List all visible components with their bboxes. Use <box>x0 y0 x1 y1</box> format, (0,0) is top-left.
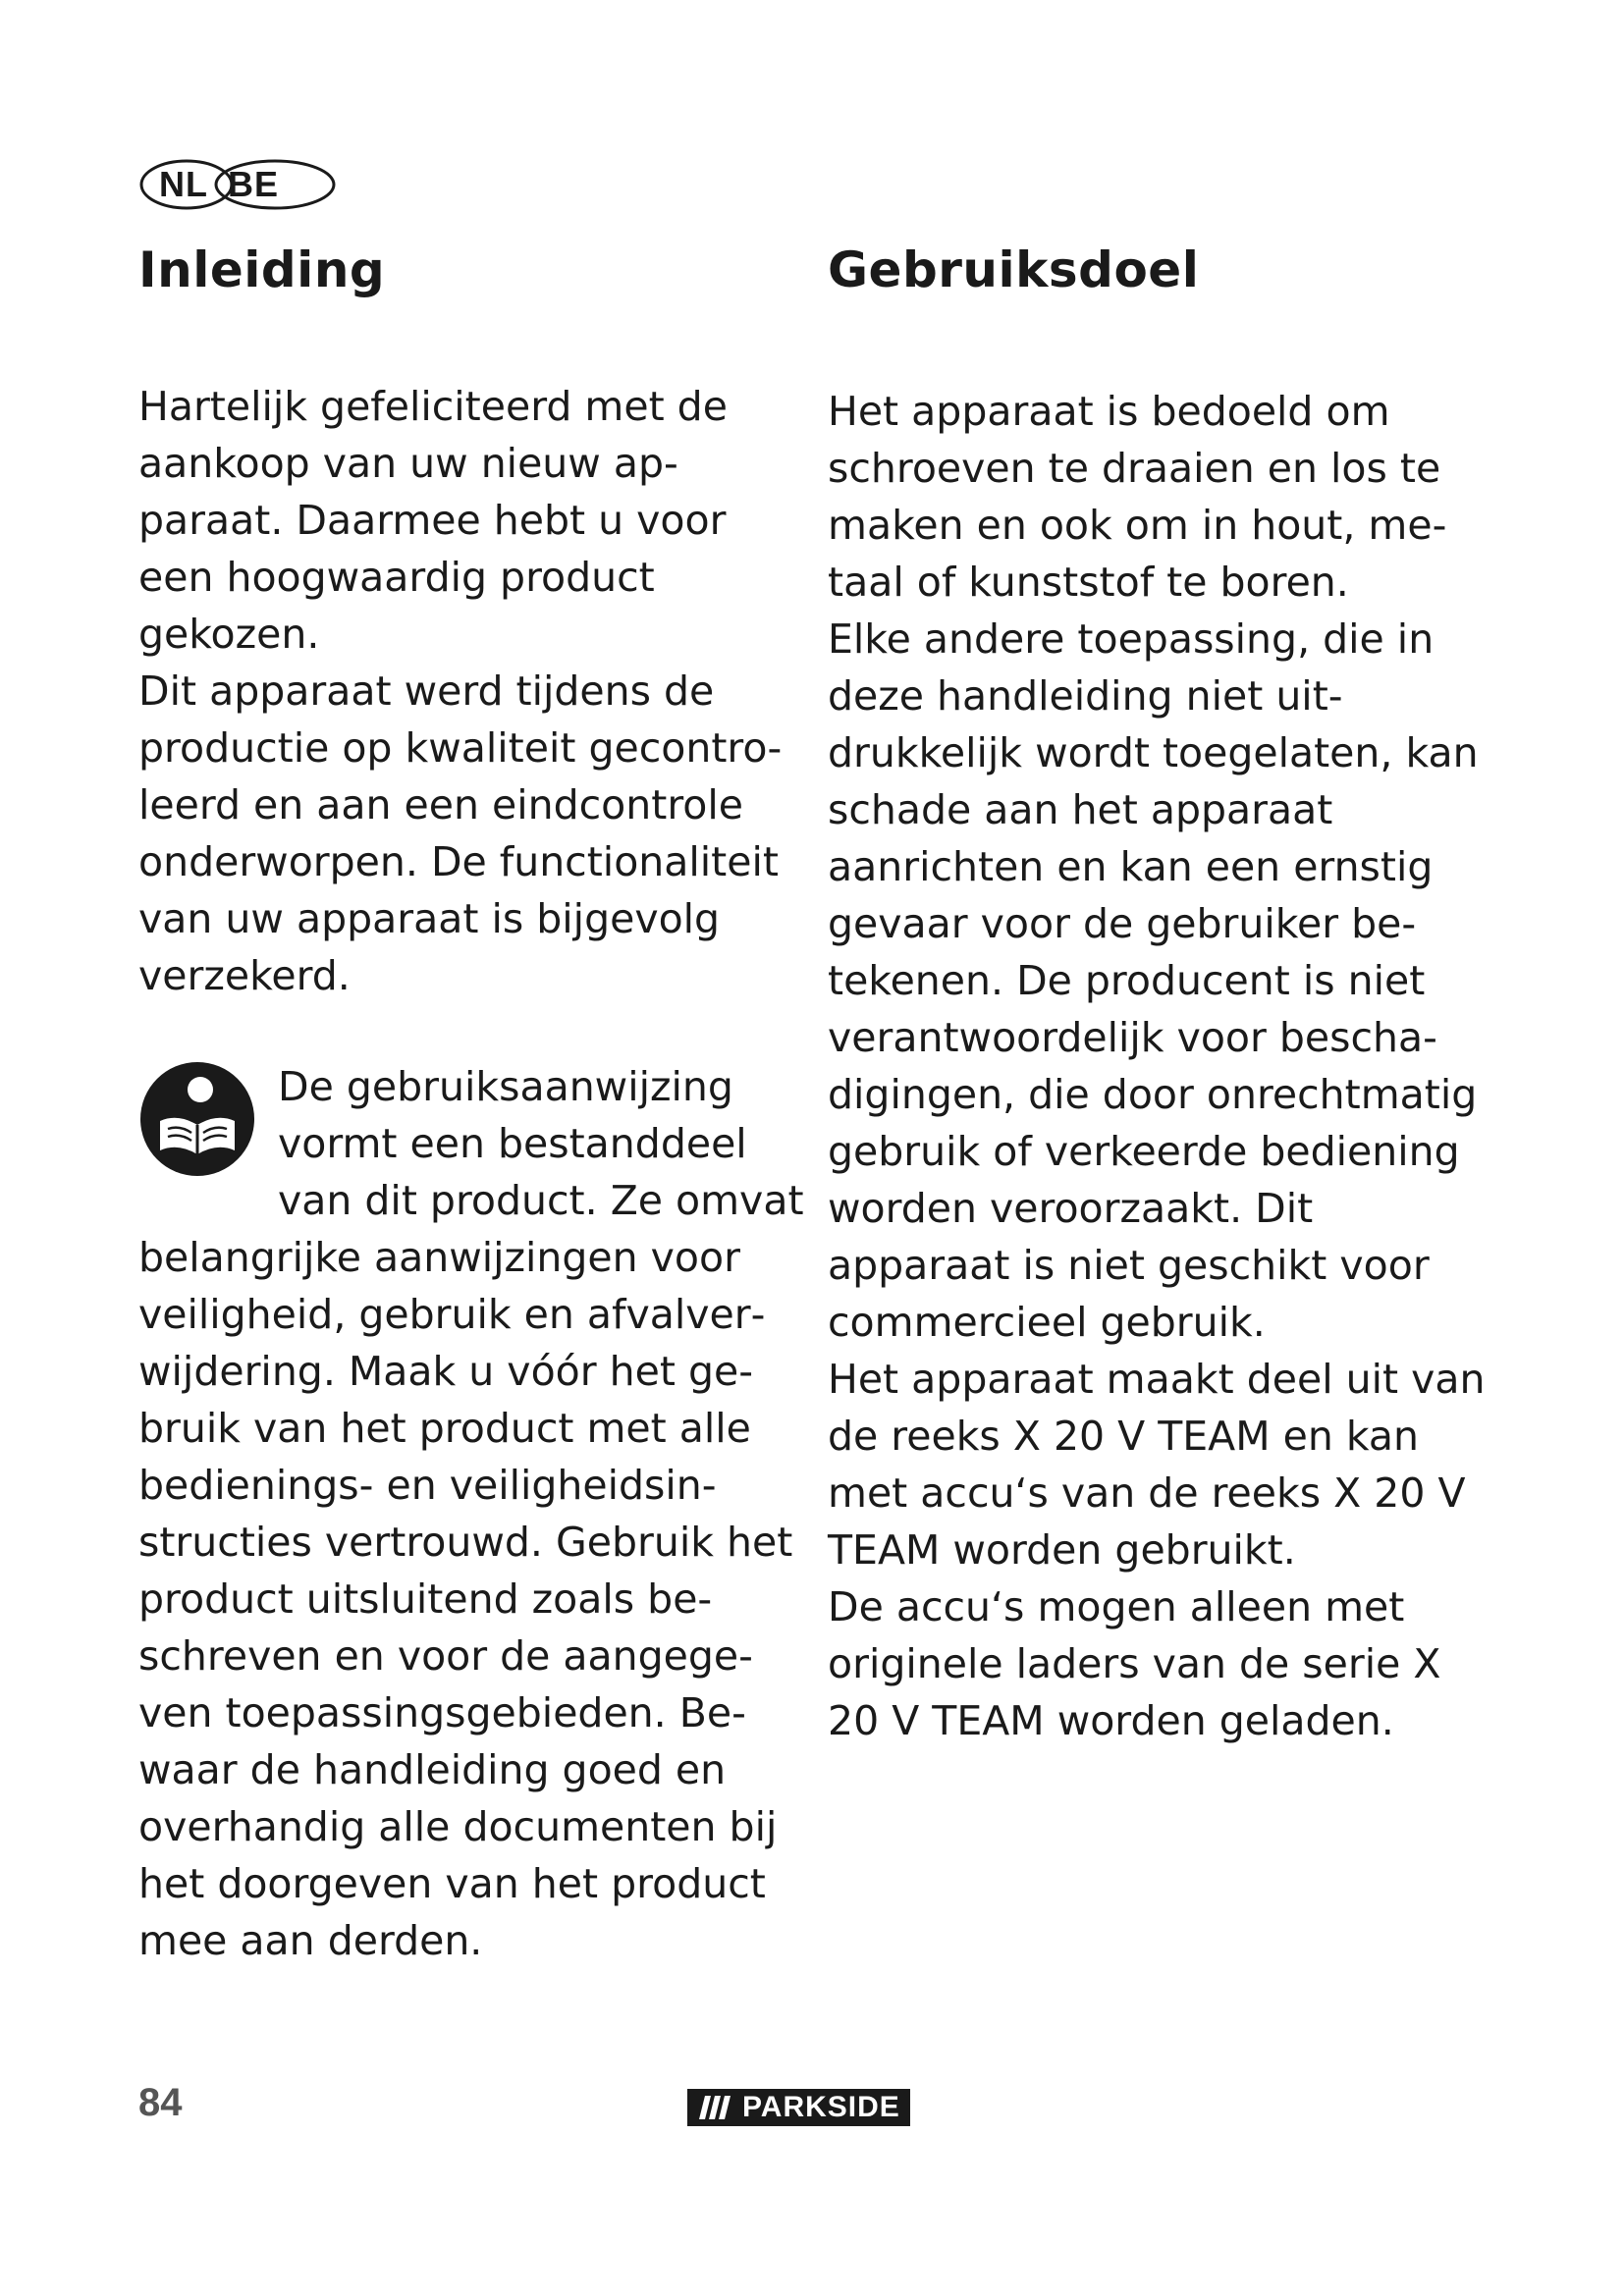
manual-note <box>138 1058 806 1969</box>
parkside-logo <box>687 2089 910 2126</box>
left-column <box>138 236 806 1969</box>
heading-gebruiksdoel: Gebruiksdoel <box>828 241 1200 298</box>
intro-paragraph-2: Dit apparaat werd tijdens de productie op kwaliteit gecontroleerd en aan een eindcontrole onderworpen. De functionaliteit van uw apparaat is bijgevolg verzekerd. <box>138 667 783 999</box>
heading-inleiding: Inleiding <box>138 241 386 298</box>
language-badge <box>137 157 339 212</box>
manual-note-text: De gebruiksaanwijzing vormt een bestanddeel van dit product. Ze omvat belangrijke aanwijzingen voor veiligheid, gebruik en afvalverwijdering. Maak u vóór het gebruik van het product met alle bedienings- en veiligheidsinstructies vertrouwd. Gebruik het product uitsluitend zoals beschreven en voor de aangegeven toepassingsgebieden. Bewaar de handleiding goed en overhandig alle documenten bij het doorgeven van het product mee aan derden. <box>138 1063 804 1964</box>
right-column <box>828 236 1495 1749</box>
page-number: 84 <box>138 2081 183 2124</box>
purpose-paragraph-2: Elke andere toepassing, die in deze handleiding niet uitdrukkelijk wordt toegelaten, kan schade aan het apparaat aanrichten en kan een ernstig gevaar voor de gebruiker betekenen. De producent is niet verantwoordelijk voor beschadigingen, die door onrechtmatig gebruik of verkeerde bediening worden veroorzaakt. Dit apparaat is niet geschikt voor commercieel gebruik. <box>828 615 1479 1346</box>
read-manual-icon <box>138 1060 256 1178</box>
intro-paragraph-1: Hartelijk gefeliciteerd met de aankoop van uw nieuw apparaat. Daarmee hebt u voor een hoogwaardig product gekozen. <box>138 383 728 658</box>
language-code-nl: NL <box>159 164 208 204</box>
brand-name: PARKSIDE <box>738 2089 910 2126</box>
language-code-be: BE <box>228 164 280 204</box>
purpose-paragraph-1: Het apparaat is bedoeld om schroeven te draaien en los te maken en ook om in hout, metaal of kunststof te boren. <box>828 388 1447 606</box>
logo-stripes-icon <box>687 2089 738 2126</box>
purpose-paragraph-3: Het apparaat maakt deel uit van de reeks X 20 V TEAM en kan met accu‘s van de reeks X 20 V TEAM worden gebruikt. <box>828 1356 1486 1574</box>
purpose-paragraph-4: De accu‘s mogen alleen met originele laders van de serie X 20 V TEAM worden geladen. <box>828 1583 1441 1744</box>
